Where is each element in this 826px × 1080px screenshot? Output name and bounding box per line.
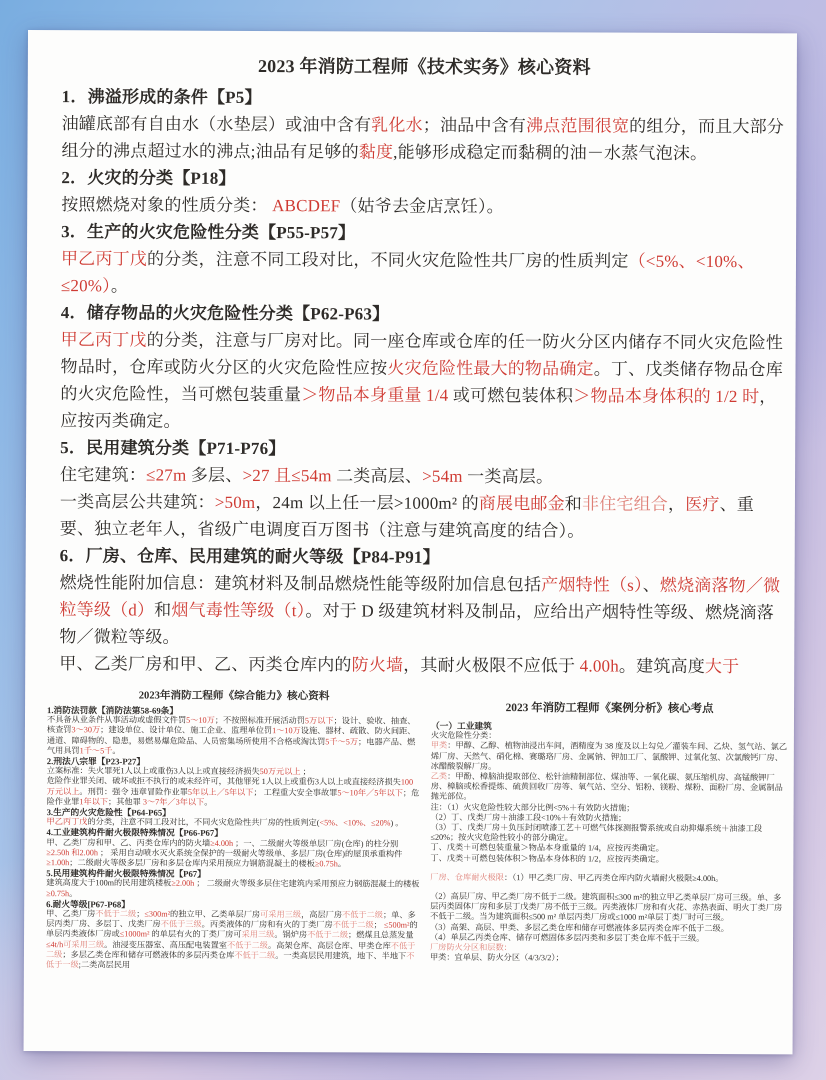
text-run: ；设计、验收、抽查、核查罚 [46, 716, 416, 735]
paragraph [430, 873, 787, 885]
text-run: 4.工业建筑构件耐火极限特殊情况【P66-P67】 [46, 827, 223, 839]
paragraph [47, 715, 421, 757]
text-run: 。刑罚：强令 违章冒险作业罪 [79, 786, 188, 797]
paragraph [46, 909, 420, 972]
text-run: ≥0.75h [46, 888, 70, 898]
document-page [24, 30, 797, 1054]
section-heading [62, 83, 787, 113]
text-run: 丁、戊类＋可燃包装体积＞物品本身体积的 1/2，应按丙类确定。 [430, 853, 664, 864]
text-run: 燃烧滴落物／微粒等级（d） [59, 575, 781, 620]
technical-practice-section [25, 30, 797, 680]
text-run: 1．沸溢形成的条件【P5】 [61, 87, 262, 108]
text-run: 的分类，注意与厂房对比。同一座仓库或仓库的任一防火分区内储存不同火灾危险性物品时，仓库或防火分区的火灾危险性应按 [60, 330, 784, 378]
text-run: ：（1）甲乙类厂房、甲乙丙类仓库内防火墙耐火极限≥4.00h。 [503, 872, 724, 883]
text-run: 。建筑高度 [618, 656, 705, 676]
text-run: 5～10万 [186, 715, 215, 726]
text-run: >27 且≤54m [242, 465, 332, 486]
case-analysis-column [430, 691, 788, 974]
text-run: ，其耐火极限不应低于 [403, 655, 580, 676]
text-run: 乙类 [430, 771, 448, 781]
text-run: 2．火灾的分类【P18】 [61, 168, 236, 188]
text-run: 6.耐火等级[P67-P68】 [46, 898, 130, 910]
text-run: ：甲醇、乙醇、植物油浸出车间，酒精度为 38 度及以上勾兑／灌装车间、乙炔、氢气站、氯乙烯厂房、天然气、硝化棉、赛璐珞厂房、金属钠、钾加工厂、氯酸钾、过氧化氢、次氯酸钙厂房、冰醋酸裂解厂房。 [430, 741, 788, 771]
text-run: 沸点范围很宽 [525, 116, 630, 136]
text-run: 5～10年／5年以下 [337, 787, 403, 798]
text-run: 可采用三级 [260, 910, 302, 920]
text-run: ，24m 以上任一层>1000m² 的 [255, 492, 479, 513]
text-run: 4．储存物品的火灾危险性分类【P62-P63】 [60, 303, 390, 324]
text-run: ； [300, 767, 311, 777]
text-run: 厂房、仓库耐火极限 [430, 872, 505, 882]
text-run: 二类高层、 [331, 466, 423, 486]
text-run: 3～7年／3年以下 [142, 797, 205, 807]
text-run: 。 [69, 888, 78, 898]
text-run: （3）丁、戊类厂房＋负压封闭喷漆工艺＋可燃气体探测报警系统或自动抑爆系统＋油漆工段≤20%；按火灾危险性较小的部分确定。 [430, 822, 763, 843]
text-run: 采用三级 [241, 930, 275, 940]
text-run: 防火墙 [351, 655, 404, 675]
text-run: ， [667, 494, 686, 514]
section-heading [61, 164, 786, 194]
paragraph [61, 245, 786, 302]
paragraph [46, 879, 420, 901]
bottom-columns [24, 677, 794, 974]
text-run: ＞物品本身重量 1/4 [301, 385, 449, 405]
text-run: 甲乙丙丁戊 [46, 817, 88, 827]
text-run: ≤300m² [144, 909, 171, 919]
text-run: 多层、 [186, 465, 243, 485]
paragraph [61, 110, 786, 167]
text-run: 火灾危险性最大的物品确定 [387, 358, 594, 379]
text-run: ；燃煤且总蒸发量 [348, 930, 414, 941]
paragraph [431, 772, 788, 804]
text-run: ,能够形成稳定而黏稠的油－水蒸气泡沫。 [393, 142, 708, 163]
text-run: ；不按照标准开展活动罚 [214, 716, 305, 726]
text-run: ；单、多层丙类厂房、多层丁、戊类厂房 [46, 910, 416, 929]
comprehensive-ability-blocks [46, 705, 421, 972]
text-run: ，高层厂房 [301, 910, 343, 920]
text-run: 。丙类液体的厂房和有火的丁类厂房 [201, 920, 333, 930]
paragraph [59, 650, 784, 680]
text-run: （姑爷去金店烹饪）。 [340, 196, 504, 217]
text-run: 5千～5万 [325, 736, 359, 747]
text-run: 大于 [704, 656, 740, 677]
text-run: 不低于二级 [227, 940, 268, 950]
text-run: >50m [214, 492, 256, 512]
text-run: 1.消防法罚款【消防法第58-69条】 [47, 705, 179, 716]
text-run: ≤27m [146, 465, 187, 485]
text-run: 建筑高度大于100m的民用建筑楼板 [46, 878, 172, 889]
section-heading [61, 218, 786, 248]
text-run: 5万以下 [304, 716, 334, 726]
text-run: （2）高层厂房、甲乙类厂房不低于二级。建筑面积≤300 m²的独立甲乙类单层厂房可三级。单、多层丙类固体厂房和多层丁戊类厂房不低于三级。丙类液体厂房和有火花、赤热表面、明火丁类厂房不低于二级。当为建筑面积≤500 m² 单层丙类厂房或≤1000 m²单层丁类厂时可三级。 [430, 891, 783, 923]
text-run: 5．民用建筑分类【P71-P76】 [60, 438, 286, 459]
text-run: 3.生产的火灾危险性【P64-P65】 [46, 807, 171, 818]
text-run: ，应按丙类确定。 [60, 387, 777, 431]
text-run: 一类高层。 [462, 466, 554, 487]
paragraph [430, 853, 787, 865]
text-run: ABCDEF [272, 196, 341, 216]
text-run: 甲、乙类厂房 [46, 909, 96, 919]
text-run: ≥0.75h [314, 859, 338, 869]
text-run: 住宅建筑： [60, 465, 147, 485]
text-run: ≥2.50h 和2.00h [46, 847, 99, 858]
case-analysis-title: 2023 年消防工程师《案例分析》核心考点 [505, 702, 714, 715]
text-run: 1千～5千 [79, 746, 113, 756]
text-run: ； 采用自动喷水灭火系统全保护的一级耐火等级单、多层厂房(仓库)的屋顶承重构件 [97, 848, 403, 859]
text-run: ； 工程重大安全事故罪 [253, 787, 338, 797]
text-run: 和 [154, 600, 172, 620]
text-run: ；油品中含有 [422, 115, 527, 136]
paragraph [431, 741, 788, 773]
text-run: 。丁、戊类储存物品仓库的火灾危险性，当可燃包装重量 [60, 359, 783, 405]
text-run: 油罐底部有自由水（水垫层）或油中含有 [61, 114, 372, 135]
text-run: 50万元以上 [259, 767, 301, 777]
text-run: 的单层丙类液体厂房或 [46, 920, 418, 939]
text-run: ：甲酚、樟脑油提取部位、松针油精制部位、煤油等、一氧化碳、氨压缩机房、高锰酸钾厂房、樟脑或松香提炼、硫黄回收厂房等、氧气站、空分、铝粉、镁粉、煤粉、面粉厂房、金属制品抛光部位。 [430, 771, 783, 802]
text-run: 燃烧性能附加信息：建筑材料及制品燃烧性能等级附加信息包括 [59, 573, 542, 595]
text-run: 。对于 D 级建筑材料及制品，应给出产烟特性等级、燃烧滴落物／微粒等级。 [59, 601, 775, 647]
text-run: ≤500m² [383, 920, 410, 930]
text-run: ；多层乙类仓库和储存可燃液体的多层丙类仓库 [62, 950, 235, 960]
paragraph [61, 191, 786, 221]
comprehensive-ability-title: 2023年消防工程师《综合能力》核心资料 [138, 690, 330, 703]
section-heading [60, 434, 785, 464]
text-run: 6．厂房、仓库、民用建筑的耐火等级【P84-P91】 [59, 546, 440, 567]
text-run: 丁、戊类＋可燃包装重量＞物品本身重量的 1/4，应按丙类确定。 [430, 843, 665, 854]
text-run: 、 [642, 575, 660, 595]
text-run: 4.00h [579, 656, 619, 676]
section-heading [60, 542, 785, 572]
text-run: 甲类：宜单层、防火分区（4/3/3/2）； [429, 953, 564, 963]
text-run: 产烟特性（s） [541, 575, 643, 595]
paragraph [430, 892, 787, 924]
text-run: 乳化水 [371, 115, 423, 135]
text-run: 按照燃烧对象的性质分类： [61, 195, 273, 216]
text-run: 火灾危险性分类： [430, 730, 497, 741]
text-run: 。 [112, 746, 121, 756]
text-run: 。一类高层民用建筑，地下、半地下 [275, 950, 407, 961]
text-run: 。 [337, 859, 347, 869]
text-run: 。 [204, 797, 213, 807]
text-run: 不低于二级 [234, 950, 276, 960]
text-run: 。油浸变压器室、高压配电装置室 [104, 940, 228, 950]
text-run: <5%、<10%、≤20% [319, 818, 391, 828]
text-run: ； 二级耐火等级多层住宅建筑内采用预应力钢筋混凝土的楼板 [194, 879, 420, 890]
text-run: 不低于二级 [342, 910, 384, 920]
text-run: 可采用三级 [63, 939, 105, 950]
text-run: ;二类高层民用 [78, 960, 131, 970]
text-run: 设施、器材、疏散、防火间距、通道、障碍物的、隐患，易燃易爆危险品、人员密集场所使用不合格或淘汰罚 [46, 726, 416, 746]
paragraph [430, 823, 787, 845]
text-run: 3．生产的火灾危险性分类【P55-P57】 [61, 222, 356, 243]
text-run: （<5%、<10%、≤20%） [60, 251, 755, 296]
text-run: 注：（1）火灾危险性较大部分比例<5%＋有效防火措施； [430, 802, 635, 813]
text-run: （2）丁、戊类厂房＋油漆工段<10%＋有效防火措施； [430, 812, 627, 823]
text-run: 危险作业罪关闭、破坏或拒不执行的或未经许可，其他罪死 1人以上或重伤3人以上或直接经济损失 [46, 776, 401, 788]
text-run: 不低于二级 [307, 930, 349, 940]
text-run: 1年以下 [79, 797, 109, 807]
text-run: 厂房防火分区和层数： [429, 942, 512, 953]
text-run: ；建设单位、设计单位、施工企业、监理单位罚 [100, 725, 273, 736]
text-run: ； [373, 920, 384, 930]
technical-practice-blocks [59, 83, 787, 680]
text-run: 不低于二级 [332, 920, 374, 930]
comprehensive-ability-column [46, 689, 421, 972]
text-run: 的分类，注意不同工段对比，不同火灾危险性共厂房的性质判定( [87, 817, 320, 828]
text-run: 或可燃包装体积 [448, 385, 574, 406]
paragraph [47, 777, 421, 809]
paragraph [430, 953, 787, 965]
paragraph [60, 326, 785, 437]
text-run: 3～30万 [71, 725, 101, 735]
text-run: 。高架仓库、高层仓库、甲类仓库 [267, 940, 391, 951]
technical-practice-title: 2023 年消防工程师《技术实务》核心资料 [257, 56, 591, 78]
text-run: 甲乙丙丁戊 [60, 249, 148, 269]
text-run: 甲、乙类厂房和甲、乙、丙类仓库内的防火墙 [46, 837, 211, 848]
text-run: 甲乙丙丁戊 [60, 330, 147, 350]
paragraph [60, 461, 785, 491]
text-run: >54m [422, 466, 463, 486]
text-run: 不具备从业条件从事活动或虚假文件罚 [46, 715, 187, 725]
text-run: 的分类，注意不同工段对比，不同火灾危险性共厂房的性质判定 [146, 249, 629, 271]
text-run: （一）工业建筑 [430, 720, 492, 732]
text-run: 的单层有火的丁类厂房可 [149, 930, 242, 940]
text-run: 非住宅组合 [581, 494, 669, 514]
text-run: 100万元以上 [46, 778, 414, 796]
text-run: ) 。 [390, 818, 404, 828]
text-run: 甲、乙类厂房和甲、乙、丙类仓库内的 [59, 654, 352, 675]
text-run: 的独立甲、乙类单层厂房 [170, 909, 261, 920]
text-run: 商展电邮金 [478, 493, 565, 514]
text-run: 不低于三级 [160, 919, 202, 930]
text-run: ≥2.00h [171, 879, 195, 889]
text-run: 和 [564, 494, 583, 514]
text-run: ≤1000m² [119, 929, 150, 940]
text-run: ；二级耐火等级多层厂房和多层仓库内采用预应力钢筋混凝土的楼板 [69, 858, 315, 869]
text-run: 、重要、独立老年人，省级广电调度百万图书（注意与建筑高度的结合）。 [59, 495, 755, 541]
text-run: 不低于二级 [45, 941, 416, 960]
text-run: ；一、二级耐火等级单层厂房(仓库) 的柱分别 [233, 838, 399, 849]
text-run: ；电器产品、燃气用具罚 [46, 737, 416, 756]
text-run: ＞物品本身体积的 1/2 时 [573, 386, 760, 407]
text-run: ；其他罪 [108, 797, 143, 807]
section-heading [61, 299, 786, 329]
case-analysis-blocks [430, 721, 788, 965]
text-run: 不低于一级 [45, 951, 415, 970]
text-run: ≥4.00h [210, 838, 234, 848]
text-run: ； [136, 909, 145, 919]
text-run: 。 [110, 276, 129, 296]
text-run: 立案标准：失火罪死1人以上或重伤3人以上或直接经济损失 [46, 766, 260, 777]
text-run: ≤4t/h [45, 939, 64, 949]
text-run: 黏度 [358, 142, 394, 162]
text-run: 不低于二级 [95, 909, 137, 919]
text-run: 2.刑法八宗罪【P23-P27】 [46, 756, 146, 767]
text-run: 甲类 [430, 741, 448, 751]
text-run: ；危险作业罪 [46, 788, 420, 807]
text-run: 的组分，而且大部分组分的沸点超过水的沸点;油品有足够的 [61, 116, 785, 162]
text-run: 1～10万 [272, 726, 301, 736]
text-run: 5年以上／5年以下 [187, 787, 254, 797]
text-run: ≥1.00h [46, 858, 70, 868]
paragraph [46, 838, 420, 870]
text-run: （3）高架、高层、甲类、多层乙类仓库和储存可燃液体多层丙类仓库不低于二级。 [430, 922, 729, 933]
text-run: 5.民用建筑构件耐火极限特殊情况【P67】 [46, 868, 206, 880]
paragraph [59, 569, 784, 653]
text-run: 烟气毒性等级（t） [171, 600, 306, 621]
text-run: 医疗 [685, 494, 720, 515]
text-run: 。锅炉房 [274, 930, 308, 940]
text-run: 一类高层公共建筑： [59, 492, 215, 512]
paragraph [60, 488, 785, 545]
text-run: （4）单层乙丙类仓库、储存可燃固体多层丙类和多层丁类仓库不低于三级。 [430, 932, 705, 943]
